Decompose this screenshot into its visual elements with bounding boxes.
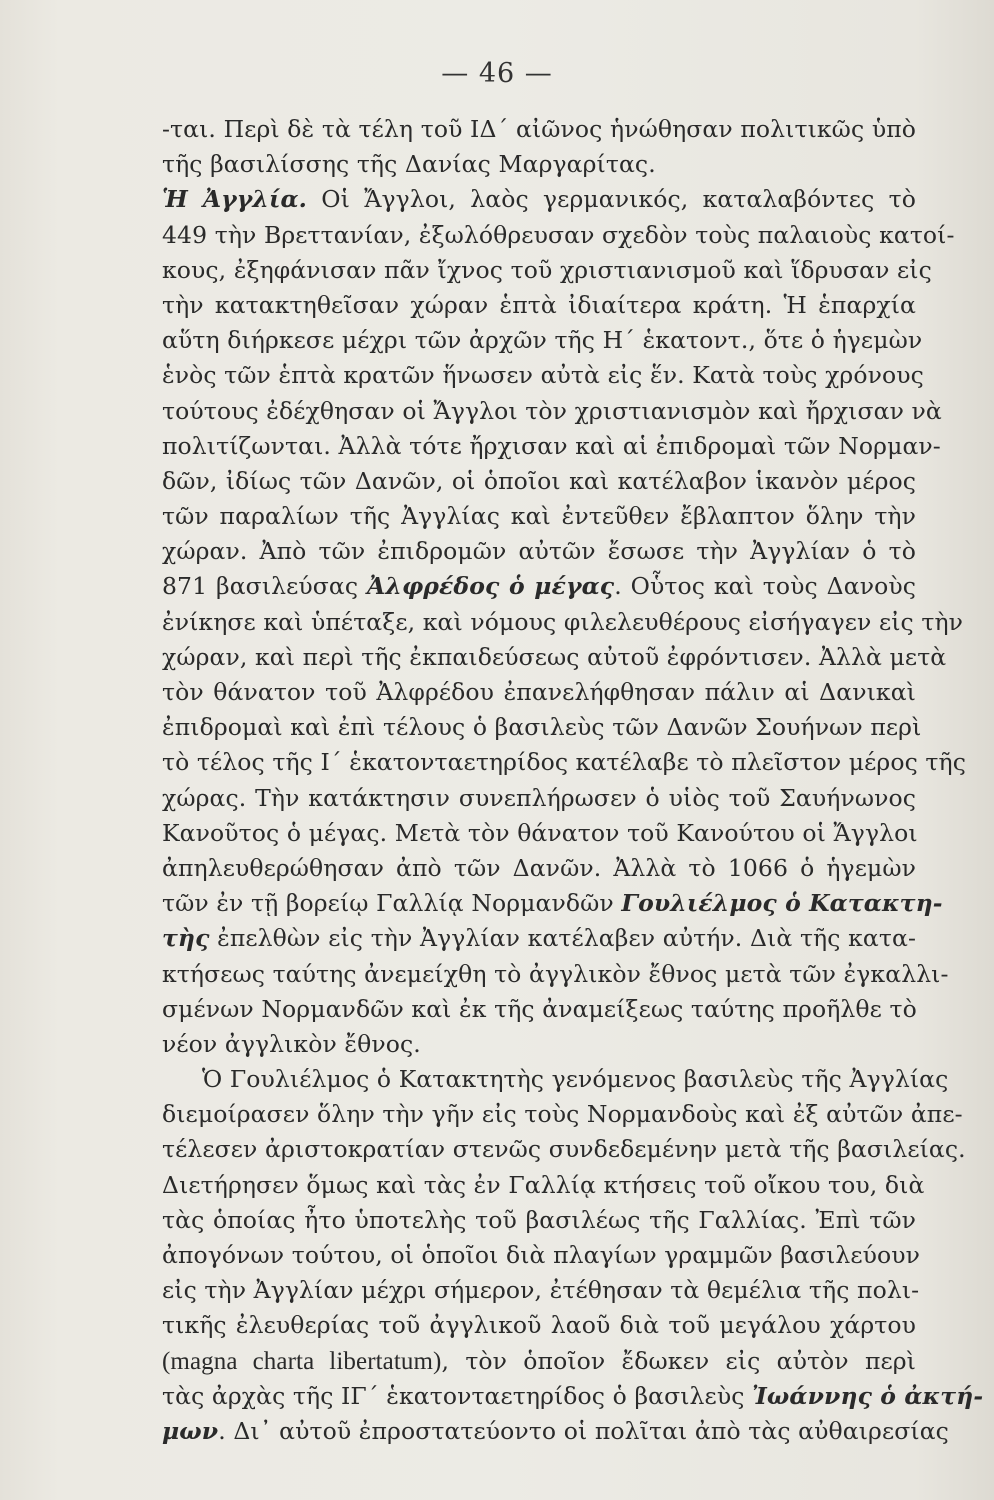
emphasis-william-conqueror-end: τὴς [162, 924, 210, 953]
text-line-31: Διετήρησεν ὅμως καὶ τὰς ἐν Γαλλίᾳ κτήσεις τοῦ οἴκου του, διὰ [162, 1170, 925, 1199]
emphasis-william-conqueror: Γουλιέλμος ὁ Κατακτη- [621, 889, 943, 918]
text-line-26: σμένων Νορμανδῶν καὶ ἐκ τῆς ἀναμείξεως ταύτης προῆλθε τὸ [162, 994, 917, 1023]
text-line-29: διεμοίρασεν ὅλην τὴν γῆν εἰς τοὺς Νορμανδοὺς καὶ ἐξ αὐτῶν ἀπε- [162, 1100, 963, 1129]
text-line-38: μων. Δι᾽ αὐτοῦ ἐπροστατεύοντο οἱ πολῖται ἀπὸ τὰς αὐθαιρεσίας [162, 1416, 949, 1445]
page-number: — 46 — [441, 58, 553, 89]
text-line-6: τὴν κατακτηθεῖσαν χώραν ἑπτὰ ἰδιαίτερα κράτη. Ἡ ἑπαρχία [162, 290, 916, 319]
text-line-37: τὰς ἀρχὰς τῆς ΙΓ΄ ἑκατονταετηρίδος ὁ βασιλεὺς Ἰωάννης ὁ ἀκτή- [162, 1381, 984, 1410]
text-line-33: ἀπογόνων τούτου, οἱ ὁποῖοι διὰ πλαγίων γραμμῶν βασιλεύουν [162, 1241, 921, 1269]
text-line-15: ἐνίκησε καὶ ὑπέταξε, καὶ νόμους φιλελευθέρους εἰσήγαγεν εἰς τὴν [162, 607, 964, 636]
text-line-12: τῶν παραλίων τῆς Ἀγγλίας καὶ ἐντεῦθεν ἔβλαπτον ὅλην τὴν [162, 502, 916, 531]
text-line-21: Κανοῦτος ὁ μέγας. Μετὰ τὸν θάνατον τοῦ Κανούτου οἱ Ἄγγλοι [162, 818, 918, 847]
text-line-18: ἐπιδρομαὶ καὶ ἐπὶ τέλους ὁ βασιλεὺς τῶν Δανῶν Σουήνων περὶ [162, 713, 922, 742]
section-heading-line-england: Ἡ Ἀγγλία. Οἱ Ἄγγλοι, λαὸς γερμανικός, καταλαβόντες τὸ [162, 185, 916, 214]
text-line-23: τῶν ἐν τῇ βορείῳ Γαλλίᾳ Νορμανδῶν Γουλιέλμος ὁ Κατακτη- [162, 889, 943, 918]
text-line-13: χώραν. Ἀπὸ τῶν ἐπιδρομῶν αὐτῶν ἔσωσε τὴν Ἀγγλίαν ὁ τὸ [162, 537, 916, 566]
text-line-2: τῆς βασιλίσσης τῆς Δανίας Μαργαρίτας. [162, 150, 656, 179]
text-line-8: ἑνὸς τῶν ἑπτὰ κρατῶν ἥνωσεν αὐτὰ εἰς ἕν. Κατὰ τοὺς χρόνους [162, 361, 924, 390]
text-line-5: κους, ἐξηφάνισαν πᾶν ἴχνος τοῦ χριστιανισμοῦ καὶ ἵδρυσαν εἰς [162, 255, 932, 284]
text-line-22: ἀπηλευθερώθησαν ἀπὸ τῶν Δανῶν. Ἀλλὰ τὸ 1066 ὁ ἡγεμὼν [162, 853, 916, 882]
text-line-9: τούτους ἐδέχθησαν οἱ Ἄγγλοι τὸν χριστιανισμὸν καὶ ἤρχισαν νὰ [162, 396, 942, 425]
text-line-7: αὕτη διήρκεσε μέχρι τῶν ἀρχῶν τῆς Η΄ ἑκατοντ., ὅτε ὁ ἡγεμὼν [162, 326, 923, 355]
emphasis-john-lackland-end: μων [162, 1416, 219, 1445]
text-line-19: τὸ τέλος τῆς Ι΄ ἑκατονταετηρίδος κατέλαβε τὸ πλεῖστον μέρος τῆς [162, 748, 966, 777]
text-line-24: τὴς ἐπελθὼν εἰς τὴν Ἀγγλίαν κατέλαβεν αὐτήν. Διὰ τῆς κατα- [162, 924, 916, 953]
emphasis-alfred: Ἀλφρέδος ὁ μέγας [367, 572, 615, 601]
text-line-17: τὸν θάνατον τοῦ Ἀλφρέδου ἐπανελήφθησαν πάλιν αἱ Δανικαὶ [162, 678, 916, 706]
text-line-11: δῶν, ἰδίως τῶν Δανῶν, οἱ ὁποῖοι καὶ κατέλαβον ἱκανὸν μέρος [162, 466, 916, 495]
text-line-14: 871 βασιλεύσας Ἀλφρέδος ὁ μέγας. Οὗτος καὶ τοὺς Δανοὺς [162, 572, 916, 601]
text-line-34: εἰς τὴν Ἀγγλίαν μέχρι σήμερον, ἐτέθησαν τὰ θεμέλια τῆς πολι- [162, 1276, 920, 1305]
text-line-16: χώραν, καὶ περὶ τῆς ἐκπαιδεύσεως αὐτοῦ ἐφρόντισεν. Ἀλλὰ μετὰ [162, 642, 947, 671]
text-line-10: πολιτίζωνται. Ἀλλὰ τότε ἤρχισαν καὶ αἱ ἐπιδρομαὶ τῶν Νορμαν- [162, 431, 941, 460]
text-line-20: χώρας. Τὴν κατάκτησιν συνεπλήρωσεν ὁ υἱὸς τοῦ Σαυήνωνος [162, 783, 916, 812]
text-line-32: τὰς ὁποίας ἦτο ὑποτελὴς τοῦ βασιλέως τῆς Γαλλίας. Ἐπὶ τῶν [162, 1205, 916, 1234]
body-text [162, 112, 984, 1449]
text-line-27: νέον ἀγγλικὸν ἔθνος. [162, 1029, 421, 1058]
section-heading-england: Ἡ Ἀγγλία. [162, 185, 307, 214]
text-line-36: (magna charta libertatum), τὸν ὁποῖον ἔδωκεν εἰς αὐτὸν περὶ [162, 1346, 916, 1375]
text-line-30: τέλεσεν ἀριστοκρατίαν στενῶς συνδεδεμένην μετὰ τῆς βασιλείας. [162, 1135, 966, 1164]
text-line-4: 449 τὴν Βρεττανίαν, ἐξωλόθρευσαν σχεδὸν τοὺς παλαιοὺς κατοί- [162, 220, 955, 249]
text-line-25: κτήσεως ταύτης ἀνεμείχθη τὸ ἀγγλικὸν ἔθνος μετὰ τῶν ἐγκαλλι- [162, 959, 949, 988]
text-line-1: -ται. Περὶ δὲ τὰ τέλη τοῦ ΙΔ΄ αἰῶνος ἡνώθησαν πολιτικῶς ὑπὸ [162, 115, 916, 143]
emphasis-john-lackland: Ἰωάννης ὁ ἀκτή- [752, 1381, 984, 1410]
latin-phrase-magna-charta: (magna charta libertatum) [162, 1347, 442, 1375]
paragraph-start-line: Ὁ Γουλιέλμος ὁ Κατακτητὴς γενόμενος βασιλεὺς τῆς Ἀγγλίας [202, 1065, 949, 1094]
text-line-35: τικῆς ἐλευθερίας τοῦ ἀγγλικοῦ λαοῦ διὰ τοῦ μεγάλου χάρτου [162, 1311, 916, 1340]
